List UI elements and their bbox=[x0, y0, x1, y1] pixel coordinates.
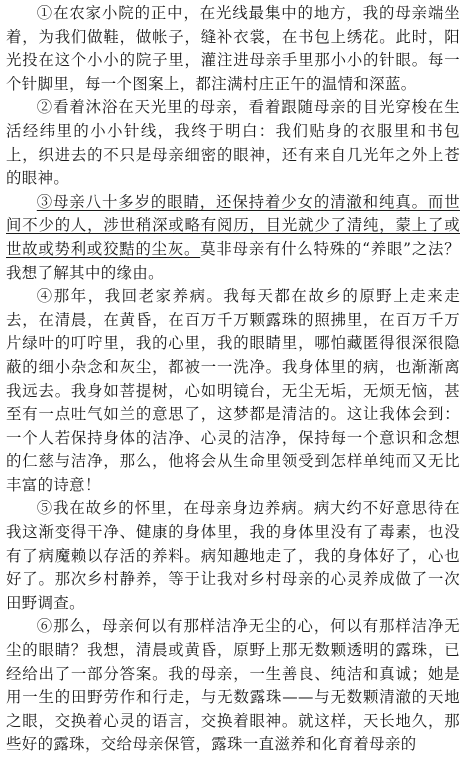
paragraph-5: ⑤我在故乡的怀里，在母亲身边养病。病大约不好意思待在我这渐变得干净、健康的身体里，我的身体里没有了毒素，也没有了病魔赖以存活的养料。病知趣地走了，我的身体好了，心也好了。那次乡村静养，等于让我对乡村母亲的心灵养成做了一次田野调查。 bbox=[6, 499, 460, 612]
underlined-sentence: ③母亲八十多岁的眼睛，还保持着少女的清澈和纯真。而世间不少的人，涉世稍深或略有阅历，目光就少了清纯，蒙上了或世故或势利或狡黠的尘灰。 bbox=[6, 192, 460, 258]
paragraph-3-rest: 莫非母亲有什么特殊的“养眼”之法？我想了解其中的缘由。 bbox=[6, 239, 460, 282]
paragraph-1: ①在农家小院的正中，在光线最集中的地方，我的母亲端坐着，为我们做鞋，做帐子，缝补衣裳，在书包上绣花。此时，阳光投在这个小小的院子里，灌注进母亲手里那小小的针眼。每一个针脚里，每一个图案上，都注满村庄正午的温情和深蓝。 bbox=[6, 4, 460, 93]
paragraph-2: ②看着沐浴在天光里的母亲，看着跟随母亲的目光穿梭在生活经纬里的小小针线，我终于明白：我们贴身的衣服里和书包上，织进去的不只是母亲细密的眼神，还有来自几光年之外上苍的眼神。 bbox=[6, 98, 460, 188]
paragraph-3 bbox=[6, 191, 460, 285]
paragraph-4: ④那年，我回老家养病。我每天都在故乡的原野上走来走去，在清晨，在黄昏，在百万千万颗露珠的照拂里，在百万千万片绿叶的叮咛里，我的心里，我的眼睛里，哪怕藏匿得很深很隐蔽的细小杂念和灰尘，都被一一洗净。我身体里的病，也渐渐离我远去。我身如菩提树，心如明镜台，无尘无垢，无烦无恼，甚至有一点吐气如兰的意思了，这梦都是清洁的。这让我体会到：一个人若保持身体的洁净、心灵的洁净，保持每一个意识和念想的仁慈与洁净，那么，他将会从生命里领受到怎样单纯而又无比丰富的诗意！ bbox=[6, 287, 460, 494]
paragraph-6: ⑥那么，母亲何以有那样洁净无尘的心，何以有那样洁净无尘的眼睛？我想，清晨或黄昏，原野上那无数颗透明的露珠，已经给出了一部分答案。我的母亲，一生善良、纯洁和真诚；她是用一生的田野劳作和行走，与无数露珠——与无数颗清澈的天地之眼，交换着心灵的语言，交换着眼神。就这样，天长地久，那些好的露珠，交给母亲保管，露珠一直滋养和化育着母亲的 bbox=[6, 617, 460, 754]
